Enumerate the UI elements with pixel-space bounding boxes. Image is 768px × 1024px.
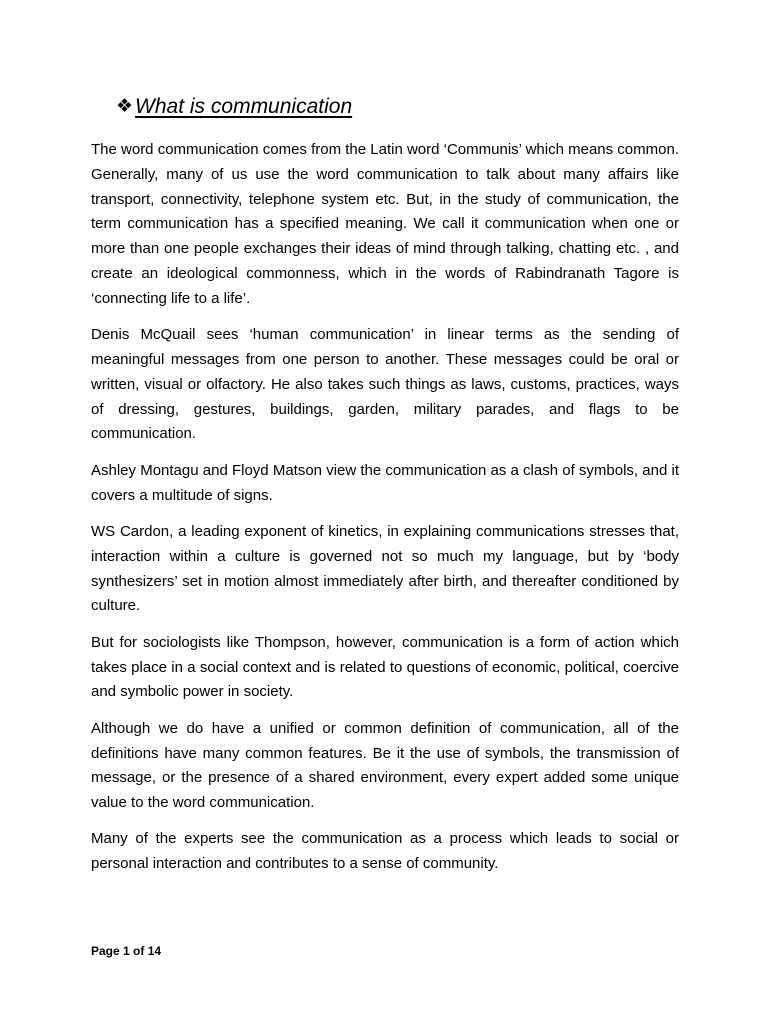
- page-number: 1: [123, 944, 130, 958]
- paragraph-cardon: WS Cardon, a leading exponent of kinetics, in explaining communications stresses that, interaction within a culture is governed not so much my language, but by ‘body synthesizers’ set in motion almost immediately after birth, and thereafter conditioned by culture.: [91, 522, 679, 615]
- page-total: 14: [147, 944, 162, 958]
- paragraph-process: Many of the experts see the communication as a process which leads to social or personal interaction and contributes to a sense of community.: [91, 830, 679, 873]
- paragraph-montagu-matson: Ashley Montagu and Floyd Matson view the communication as a clash of symbols, and it covers a multitude of signs.: [91, 461, 679, 504]
- page-label: Page: [91, 944, 124, 958]
- section-heading: [116, 93, 352, 121]
- body-text: [91, 138, 679, 889]
- paragraph-latin-origin: The word communication comes from the Latin word ‘Communis’ which means common. Generally, many of us use the word communication to talk about many affairs like transport, connectivity, telephone system etc. But, in the study of communication, the term communication has a specified meaning. We call it communication when one or more than one people exchanges their ideas of mind through talking, chatting etc. , and create an ideological commonness, which in the words of Rabindranath Tagore is ‘connecting life to a life’.: [91, 141, 679, 307]
- paragraph-common-features: Although we do have a unified or common definition of communication, all of the definitions have many common features. Be it the use of symbols, the transmission of message, or the presence of a shared environment, every expert added some unique value to the word communication.: [91, 719, 679, 812]
- page-separator: of: [129, 944, 148, 958]
- heading-title: What is communication: [135, 95, 353, 118]
- paragraph-mcquail: Denis McQuail sees ‘human communication’ in linear terms as the sending of meaningful messages from one person to another. These messages could be oral or written, visual or olfactory. He also takes such things as laws, customs, practices, ways of dressing, gestures, buildings, garden, military parades, and flags to be communication.: [91, 326, 679, 443]
- page-footer: [91, 943, 161, 959]
- paragraph-thompson: But for sociologists like Thompson, however, communication is a form of action which takes place in a social context and is related to questions of economic, political, coercive and symbolic power in society.: [91, 633, 679, 701]
- diamond-bullet-icon: ❖: [116, 96, 134, 117]
